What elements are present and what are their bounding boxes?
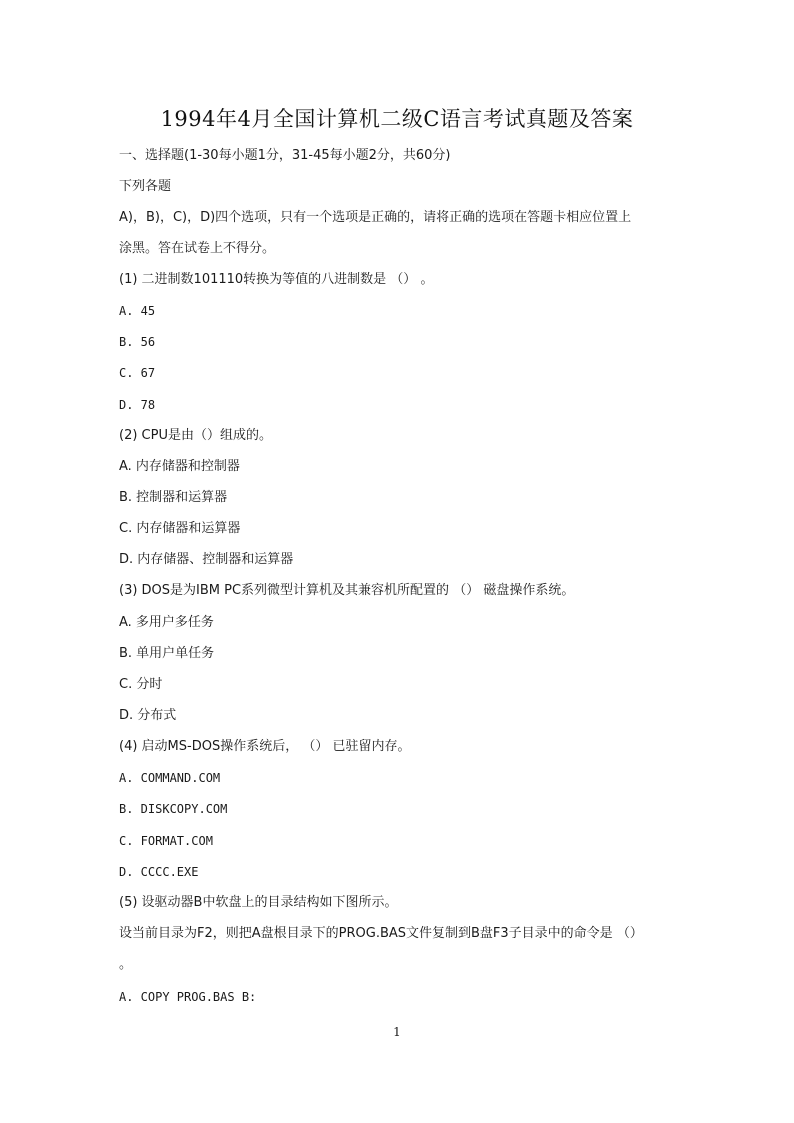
question-4-option-b: B. DISKCOPY.COM <box>119 802 228 816</box>
question-5-line: 设当前目录为F2，则把A盘根目录下的PROG.BAS文件复制到B盘F3子目录中的命令是 （） <box>119 926 643 941</box>
question-4-option-a: A. COMMAND.COM <box>119 771 221 785</box>
question-3-option-a: A. 多用户多任务 <box>119 615 214 630</box>
question-5-stem: (5) 设驱动器B中软盘上的目录结构如下图所示。 <box>119 895 398 910</box>
instruction-line: 涂黑。答在试卷上不得分。 <box>119 241 276 256</box>
question-4-option-c: C. FORMAT.COM <box>119 834 213 848</box>
question-4-option-d: D. CCCC.EXE <box>119 865 199 879</box>
question-3-option-c: C. 分时 <box>119 677 163 692</box>
question-3-stem: (3) DOS是为IBM PC系列微型计算机及其兼容机所配置的 （） 磁盘操作系统。 <box>119 583 575 598</box>
document-title: 1994年4月全国计算机二级C语言考试真题及答案 <box>160 107 634 131</box>
question-3-option-b: B. 单用户单任务 <box>119 646 215 661</box>
question-3-option-d: D. 分布式 <box>119 708 177 723</box>
question-2-option-a: A. 内存储器和控制器 <box>119 459 240 474</box>
question-1-option-c: C. 67 <box>119 366 156 380</box>
section-heading: 一、选择题(1-30每小题1分，31-45每小题2分，共60分) <box>119 148 451 163</box>
question-2-option-d: D. 内存储器、控制器和运算器 <box>119 552 294 567</box>
question-2-option-b: B. 控制器和运算器 <box>119 490 228 505</box>
question-1-option-b: B. 56 <box>119 335 156 349</box>
question-1-option-d: D. 78 <box>119 398 156 412</box>
page-number: 1 <box>393 1025 401 1039</box>
question-2-option-c: C. 内存储器和运算器 <box>119 521 241 536</box>
question-1-stem: (1) 二进制数101110转换为等值的八进制数是 （） 。 <box>119 272 434 287</box>
question-4-stem: (4) 启动MS-DOS操作系统后， （） 已驻留内存。 <box>119 739 411 754</box>
question-5-option-a: A. COPY PROG.BAS B: <box>119 990 257 1004</box>
instruction-line: A)，B)，C)，D)四个选项，只有一个选项是正确的，请将正确的选项在答题卡相应位置上 <box>119 210 632 225</box>
instruction-line: 下列各题 <box>119 179 172 194</box>
question-1-option-a: A. 45 <box>119 304 156 318</box>
question-5-line: 。 <box>119 957 133 972</box>
question-2-stem: (2) CPU是由（）组成的。 <box>119 428 272 443</box>
